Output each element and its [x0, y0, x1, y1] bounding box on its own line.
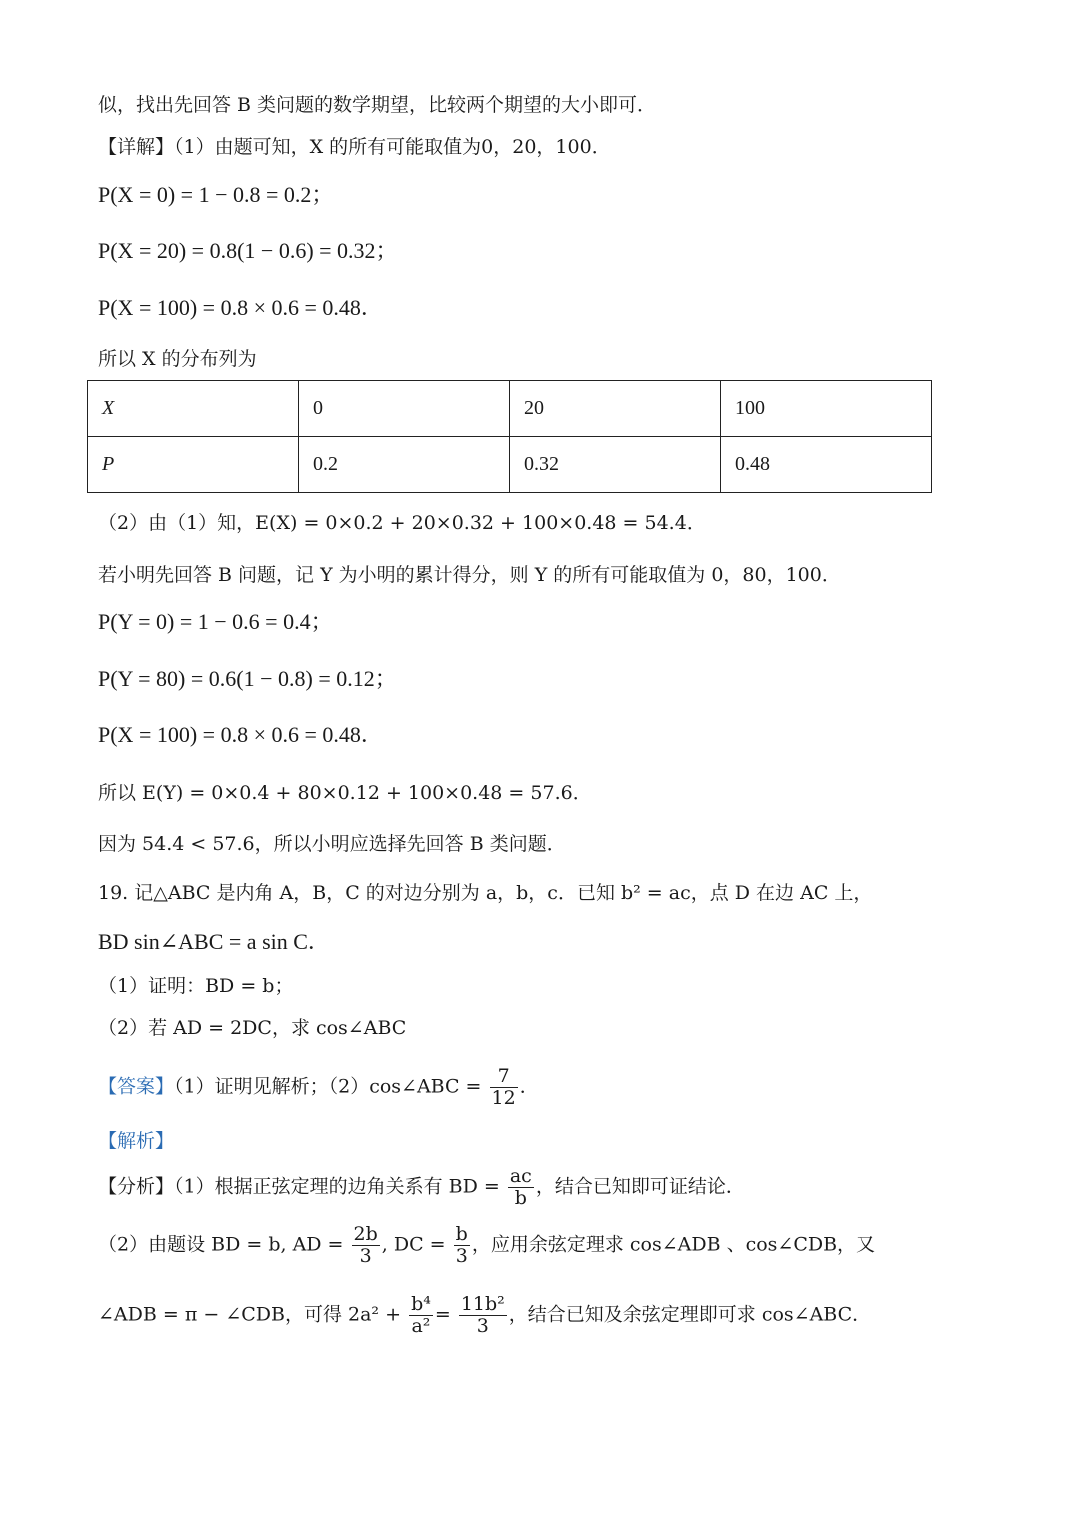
- fraction-numerator: b⁴: [411, 1293, 431, 1315]
- table-cell: 20: [510, 381, 721, 437]
- table-cell: 0: [299, 381, 510, 437]
- detail-tag: 【详解】: [98, 136, 175, 158]
- answer-text: （1）证明见解析；（2）cos∠ABC =: [174, 1075, 482, 1098]
- fraction-numerator: b: [455, 1223, 468, 1245]
- fraction-denominator: a²: [411, 1314, 431, 1337]
- answer-tag: 【答案】: [98, 1075, 175, 1098]
- text-line: 所以 X 的分布列为: [98, 348, 257, 370]
- fraction: [508, 1166, 534, 1209]
- analysis-text: （2）由题设 BD = b, AD =: [98, 1233, 344, 1256]
- fraction-numerator: 7: [490, 1066, 518, 1088]
- formula-line: P(Y = 80) = 0.6(1 − 0.8) = 0.12；: [98, 666, 397, 691]
- fraction: [352, 1224, 380, 1267]
- analysis-text: =: [434, 1303, 451, 1326]
- fraction: [454, 1224, 470, 1267]
- answer-end: ．: [519, 1075, 539, 1098]
- text-line: 似，找出先回答 B 类问题的数学期望，比较两个期望的大小即可．: [98, 94, 657, 116]
- question-line: 19. 记△ABC 是内角 A，B，C 的对边分别为 a，b，c．已知 b² = ac，点 D 在边 AC 上，: [98, 882, 873, 904]
- analysis-line: [98, 1224, 875, 1267]
- text-line: （2）由（1）知，E(X) = 0×0.2 + 20×0.32 + 100×0.48 = 54.4．: [98, 512, 706, 534]
- table-cell: X: [88, 381, 299, 437]
- formula-line: P(X = 20) = 0.8(1 − 0.6) = 0.32；: [98, 238, 398, 263]
- table-cell: 0.2: [299, 437, 510, 493]
- analysis-tag: 【解析】: [98, 1130, 175, 1152]
- analysis-text: , DC =: [381, 1233, 446, 1256]
- distribution-table: [87, 380, 932, 493]
- fraction: [490, 1066, 518, 1109]
- question-line: BD sin∠ABC = a sin C．: [98, 929, 330, 954]
- table-row: [88, 437, 932, 493]
- formula-line: P(X = 100) = 0.8 × 0.6 = 0.48．: [98, 295, 383, 320]
- formula-line: P(X = 100) = 0.8 × 0.6 = 0.48．: [98, 722, 383, 747]
- detail-line: [98, 134, 611, 160]
- fraction-denominator: 3: [359, 1244, 372, 1267]
- analysis-text: ∠ADB = π − ∠CDB，可得 2a² +: [98, 1303, 402, 1326]
- analysis-text: ，应用余弦定理求 cos∠ADB 、cos∠CDB，又: [471, 1233, 876, 1256]
- text-line: 所以 E(Y) = 0×0.4 + 80×0.12 + 100×0.48 = 57.6．: [98, 782, 592, 804]
- table-cell: 100: [721, 381, 932, 437]
- fraction-numerator: 2b: [353, 1223, 378, 1245]
- text-line: 因为 54.4 < 57.6，所以小明应选择先回答 B 类问题．: [98, 833, 566, 855]
- formula-line: P(Y = 0) = 1 − 0.6 = 0.4；: [98, 609, 333, 634]
- answer-line: [98, 1066, 539, 1109]
- table-row: [88, 381, 932, 437]
- detail-text: （1）由题可知，X 的所有可能取值为0，20，100．: [174, 136, 611, 158]
- analysis-text-end: ，结合已知即可证结论．: [535, 1175, 745, 1198]
- text-line: 若小明先回答 B 问题，记 Y 为小明的累计得分，则 Y 的所有可能取值为 0，80，100．: [98, 564, 841, 586]
- fraction-denominator: 12: [491, 1086, 516, 1109]
- question-line: （2）若 AD = 2DC，求 cos∠ABC: [98, 1017, 407, 1039]
- fraction-denominator: 3: [455, 1244, 468, 1267]
- fraction-numerator: 11b²: [460, 1293, 505, 1315]
- table-cell: 0.48: [721, 437, 932, 493]
- fraction-denominator: b: [514, 1186, 527, 1209]
- fraction: [409, 1294, 433, 1337]
- formula-line: P(X = 0) = 1 − 0.8 = 0.2；: [98, 182, 334, 207]
- fraction-denominator: 3: [476, 1314, 489, 1337]
- analysis-line: [98, 1294, 871, 1337]
- analysis-subtag: 【分析】: [98, 1175, 175, 1198]
- fraction: [459, 1294, 507, 1337]
- analysis-text: （1）根据正弦定理的边角关系有 BD =: [174, 1175, 500, 1198]
- analysis-text: ，结合已知及余弦定理即可求 cos∠ABC．: [508, 1303, 872, 1326]
- analysis-line: [98, 1166, 745, 1209]
- table-cell: P: [88, 437, 299, 493]
- question-line: （1）证明：BD = b；: [98, 975, 294, 997]
- table-cell: 0.32: [510, 437, 721, 493]
- fraction-numerator: ac: [509, 1165, 532, 1187]
